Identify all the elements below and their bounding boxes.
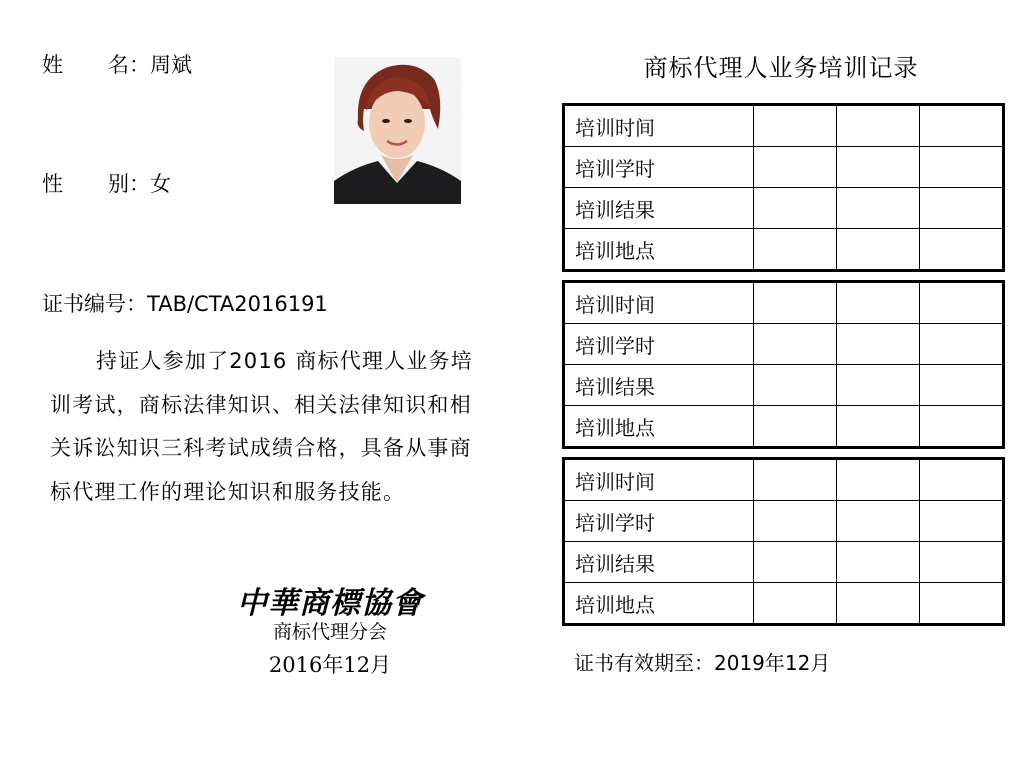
empty-cell: [920, 147, 1004, 188]
row-label: 培训学时: [564, 501, 754, 542]
row-label: 培训地点: [564, 583, 754, 625]
gender-field: [42, 171, 171, 197]
empty-cell: [754, 406, 837, 448]
empty-cell: [837, 105, 920, 147]
empty-cell: [920, 365, 1004, 406]
empty-cell: [837, 147, 920, 188]
table-row: [564, 282, 1004, 324]
table-row: [564, 147, 1004, 188]
row-label: 培训学时: [564, 147, 754, 188]
association-logo-text: [232, 584, 428, 620]
empty-cell: [837, 406, 920, 448]
row-label: 培训时间: [564, 282, 754, 324]
name-label-char1: 姓: [42, 53, 63, 77]
table-row: [564, 542, 1004, 583]
gender-value: 女: [150, 172, 171, 196]
name-value: 周斌: [150, 53, 192, 77]
empty-cell: [754, 188, 837, 229]
certificate-number-label: 证书编号：: [42, 292, 147, 316]
empty-cell: [920, 105, 1004, 147]
empty-cell: [754, 542, 837, 583]
training-record-table-2: [562, 280, 1005, 449]
empty-cell: [754, 501, 837, 542]
table-row: [564, 459, 1004, 501]
empty-cell: [754, 459, 837, 501]
row-label: 培训时间: [564, 459, 754, 501]
empty-cell: [920, 583, 1004, 625]
empty-cell: [837, 501, 920, 542]
row-label: 培训地点: [564, 229, 754, 271]
empty-cell: [754, 282, 837, 324]
training-record-title: 商标代理人业务培训记录: [643, 54, 919, 82]
table-row: [564, 188, 1004, 229]
gender-label-char2: 别：: [108, 172, 150, 196]
row-label: 培训结果: [564, 188, 754, 229]
empty-cell: [920, 459, 1004, 501]
row-label: 培训学时: [564, 324, 754, 365]
association-branch: 商标代理分会: [272, 621, 387, 643]
issue-date: 2016年12月: [268, 653, 392, 677]
empty-cell: [837, 459, 920, 501]
table-row: [564, 365, 1004, 406]
empty-cell: [837, 542, 920, 583]
validity-period: [574, 649, 830, 677]
empty-cell: [920, 324, 1004, 365]
empty-cell: [754, 583, 837, 625]
empty-cell: [754, 324, 837, 365]
validity-value: 2019年12月: [714, 651, 831, 675]
table-row: [564, 583, 1004, 625]
empty-cell: [920, 188, 1004, 229]
empty-cell: [920, 229, 1004, 271]
empty-cell: [920, 501, 1004, 542]
empty-cell: [754, 229, 837, 271]
portrait-photo-icon: [334, 57, 461, 204]
empty-cell: [837, 365, 920, 406]
row-label: 培训结果: [564, 542, 754, 583]
empty-cell: [837, 229, 920, 271]
training-record-table-1: [562, 103, 1005, 272]
table-row: [564, 229, 1004, 271]
empty-cell: [837, 188, 920, 229]
training-record-table-3: [562, 457, 1005, 626]
name-field: [42, 52, 192, 78]
empty-cell: [754, 105, 837, 147]
table-row: [564, 105, 1004, 147]
empty-cell: [920, 542, 1004, 583]
certificate-number: [42, 290, 328, 318]
table-row: [564, 324, 1004, 365]
empty-cell: [837, 324, 920, 365]
association-logo: [232, 584, 428, 620]
certificate-statement: 持证人参加了2016 商标代理人业务培训考试，商标法律知识、相关法律知识和相关诉讼知识三科考试成绩合格，具备从事商标代理工作的理论知识和服务技能。: [50, 349, 473, 504]
association-logo-label: 中華商標協會: [237, 586, 423, 620]
empty-cell: [754, 365, 837, 406]
certificate-number-value: TAB/CTA2016191: [147, 292, 328, 316]
validity-label: 证书有效期至：: [574, 651, 714, 675]
table-row: [564, 501, 1004, 542]
row-label: 培训时间: [564, 105, 754, 147]
empty-cell: [837, 583, 920, 625]
empty-cell: [920, 406, 1004, 448]
empty-cell: [920, 282, 1004, 324]
empty-cell: [837, 282, 920, 324]
gender-label-char1: 性: [42, 172, 63, 196]
row-label: 培训地点: [564, 406, 754, 448]
portrait-photo: [334, 57, 461, 204]
name-label-char2: 名：: [108, 53, 150, 77]
table-row: [564, 406, 1004, 448]
row-label: 培训结果: [564, 365, 754, 406]
empty-cell: [754, 147, 837, 188]
